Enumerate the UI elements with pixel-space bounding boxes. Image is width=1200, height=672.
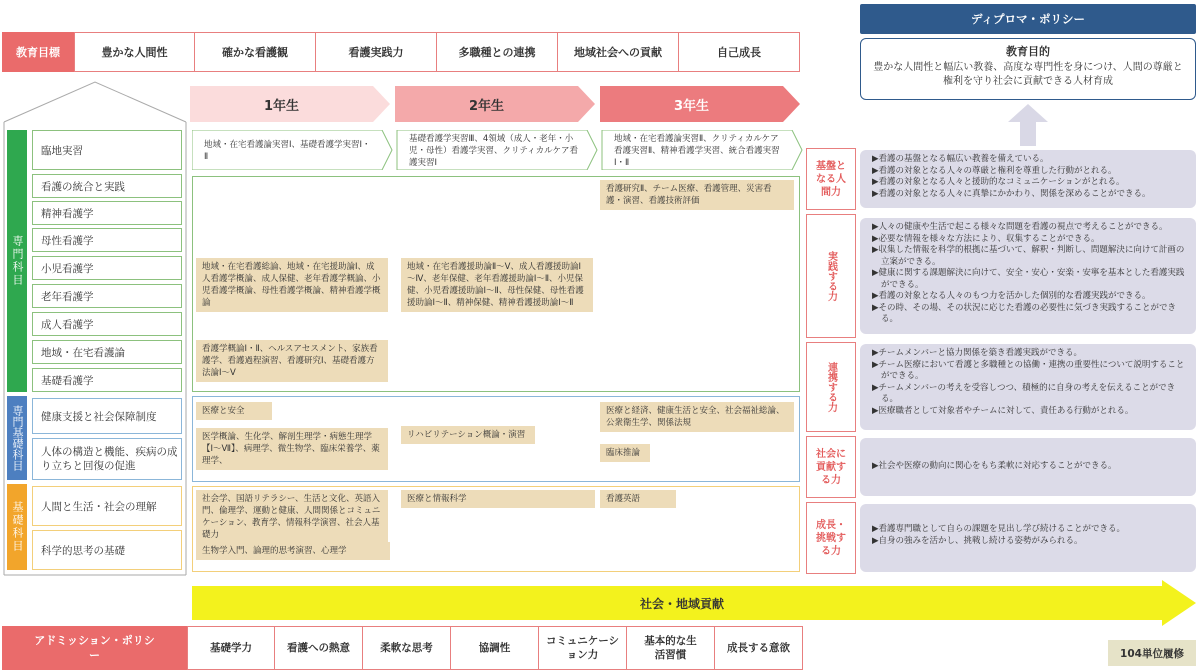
subject-item: 臨地実習 — [32, 130, 182, 170]
dp-description — [860, 504, 1196, 572]
dp-line: ▶看護の対象となる人々に真摯にかかわり、関係を深めることができる。 — [872, 188, 1151, 199]
dp-label: 実践する力 — [806, 214, 856, 338]
course-box: 看護学概論Ⅰ・Ⅱ、ヘルスアセスメント、家族看護学、看護過程演習、看護研究Ⅰ、基礎看護方法論Ⅰ～Ⅴ — [196, 340, 388, 382]
subject-item: 基礎看護学 — [32, 368, 182, 392]
goal-item: 自己成長 — [679, 32, 800, 72]
admission-item: 基礎学力 — [187, 626, 275, 670]
dp-line: ▶看護の対象となる人々と援助的なコミュニケーションがとれる。 — [872, 177, 1125, 187]
course-box: 医療と情報科学 — [401, 490, 595, 508]
practicum-y2: 基礎看護学実習Ⅲ、4領域（成人・老年・小児・母性）看護学実習、クリティカルケア看護実習Ⅰ — [409, 134, 578, 168]
education-goals — [74, 32, 800, 72]
dp-label: 成長・挑戦する力 — [806, 502, 856, 574]
dp-line: ▶チームメンバーの考えを受容しつつ、積極的に自身の考えを伝えることができる。 — [872, 382, 1176, 404]
admission-item: コミュニケーション力 — [539, 626, 627, 670]
goal-item: 地域社会への貢献 — [558, 32, 679, 72]
purpose-title: 教育目的 — [1006, 45, 1050, 58]
subject-item: 小児看護学 — [32, 256, 182, 280]
dp-line: ▶社会や医療の動向に関心をもち柔軟に対応することができる。 — [872, 461, 1117, 472]
dp-description — [860, 150, 1196, 208]
admission-item: 看護への熱意 — [275, 626, 363, 670]
category-specialized-basic: 専門基礎科目 — [7, 396, 27, 480]
dp-label: 社会に貢献する力 — [806, 436, 856, 498]
year1-label: 1年生 — [263, 98, 300, 114]
subject-item: 健康支援と社会保障制度 — [32, 398, 182, 434]
dp-label: 基盤となる人間力 — [806, 148, 856, 210]
dp-description — [860, 438, 1196, 496]
course-box: 社会学、国語リテラシー、生活と文化、英語入門、倫理学、運動と健康、人間関係とコミュニケーション、教育学、情報科学演習、社会人基礎力 — [196, 490, 388, 544]
subject-item: 精神看護学 — [32, 201, 182, 225]
subject-item: 人間と生活・社会の理解 — [32, 486, 182, 526]
course-box: 地域・在宅看護総論、地域・在宅援助論Ⅰ、成人看護学概論、成人保健、老年看護学概論、小児看護学概論、母性看護学概論、精神看護学概論 — [196, 258, 388, 312]
course-box: 看護研究Ⅱ、チーム医療、看護管理、災害看護・演習、看護技術評価 — [600, 180, 794, 210]
subject-item: 地域・在宅看護論 — [32, 340, 182, 364]
education-purpose — [860, 38, 1196, 100]
dp-line: ▶人々の健康や生活で起こる様々な問題を看護の視点で考えることができる。 — [872, 222, 1168, 232]
purpose-text: 豊かな人間性と幅広い教養、高度な専門性を身につけ、人間の尊厳と権利を守り社会に貢献できる人材育成 — [873, 62, 1183, 87]
subject-item: 看護の統合と実践 — [32, 174, 182, 198]
course-box: 医学概論、生化学、解剖生理学・病態生理学【Ⅰ～Ⅶ】、病理学、微生物学、臨床栄養学、薬理学、 — [196, 428, 388, 470]
admission-item: 成長する意欲 — [715, 626, 803, 670]
admission-label: アドミッション・ポリシー — [2, 626, 187, 670]
practicum-y1: 地域・在宅看護論実習Ⅰ、基礎看護学実習Ⅰ・Ⅱ — [204, 140, 371, 162]
goal-item: 豊かな人間性 — [74, 32, 195, 72]
practicum-y3: 地域・在宅看護論実習Ⅱ、クリティカルケア看護実習Ⅱ、精神看護学実習、統合看護実習Ⅰ・Ⅱ — [614, 134, 780, 168]
dp-line: ▶チームメンバーと協力関係を築き看護実践ができる。 — [872, 348, 1082, 358]
goal-item: 看護実践力 — [316, 32, 437, 72]
subject-item: 科学的思考の基礎 — [32, 530, 182, 570]
dp-line: ▶健康に関する課題解決に向けて、安全・安心・安楽・安寧を基本とした看護実践ができる。 — [872, 268, 1185, 290]
year3-label: 3年生 — [673, 98, 710, 114]
course-box: 医療と経済、健康生活と安全、社会福祉総論、公衆衛生学、関係法規 — [600, 402, 794, 432]
dp-line: ▶チーム医療において看護と多職種との協働・連携の重要性について説明することができる。 — [872, 359, 1185, 381]
category-basic: 基礎科目 — [7, 484, 27, 570]
admission-item: 基本的な生活習慣 — [627, 626, 715, 670]
diploma-title: ディプロマ・ポリシー — [860, 4, 1196, 34]
contribution-label: 社会・地域貢献 — [639, 596, 724, 611]
subject-item: 母性看護学 — [32, 228, 182, 252]
category-specialized: 専門科目 — [7, 130, 27, 392]
dp-line: ▶看護の対象となる人々のもつ力を活かした個別的な看護実践ができる。 — [872, 291, 1151, 301]
dp-description — [860, 344, 1196, 430]
course-box: 臨床推論 — [600, 444, 650, 462]
dp-line: ▶自身の強みを活かし、挑戦し続ける姿勢がみられる。 — [872, 535, 1083, 546]
dp-line: ▶看護専門職として自らの課題を見出し学び続けることができる。 — [872, 524, 1126, 534]
credits-badge: 104単位履修 — [1108, 640, 1196, 666]
dp-description — [860, 218, 1196, 334]
subject-item: 成人看護学 — [32, 312, 182, 336]
course-box: 医療と安全 — [196, 402, 272, 420]
goal-item: 多職種との連携 — [437, 32, 558, 72]
dp-line: ▶看護の対象となる人々の尊厳と権利を尊重した行動がとれる。 — [872, 165, 1117, 176]
subject-item: 人体の構造と機能、疾病の成り立ちと回復の促進 — [32, 438, 182, 480]
dp-line: ▶看護の基盤となる幅広い教養を備えている。 — [872, 154, 1049, 164]
admission-item: 協調性 — [451, 626, 539, 670]
course-box: 看護英語 — [600, 490, 676, 508]
up-arrow-icon — [1008, 104, 1048, 146]
year2-label: 2年生 — [468, 98, 505, 114]
education-goals-label: 教育目標 — [2, 32, 74, 72]
dp-line: ▶収集した情報を科学的根拠に基づいて、解釈・判断し、問題解決に向けて計画の立案ができる。 — [872, 245, 1185, 267]
dp-line: ▶必要な情報を様々な方法により、収集することができる。 — [872, 233, 1100, 244]
dp-line: ▶医療職者として対象者やチームに対して、責任ある行動がとれる。 — [872, 405, 1134, 416]
subject-item: 老年看護学 — [32, 284, 182, 308]
admission-item: 柔軟な思考 — [363, 626, 451, 670]
course-box: 地域・在宅看護援助論Ⅱ～Ⅴ、成人看護援助論Ⅰ～Ⅳ、老年保健、老年看護援助論Ⅰ～Ⅱ、小児保健、小児看護援助論Ⅰ～Ⅱ、母性保健、母性看護援助論Ⅰ～Ⅱ、精神保健、精神看護援助論Ⅰ～Ⅱ — [401, 258, 593, 312]
dp-line: ▶その時、その場、その状況に応じた看護の必要性に気づき実践することができる。 — [872, 302, 1177, 324]
dp-label: 連携する力 — [806, 342, 856, 432]
course-box: リハビリテーション概論・演習 — [401, 426, 535, 444]
goal-item: 確かな看護観 — [195, 32, 316, 72]
course-box: 生物学入門、論理的思考演習、心理学 — [196, 542, 390, 560]
